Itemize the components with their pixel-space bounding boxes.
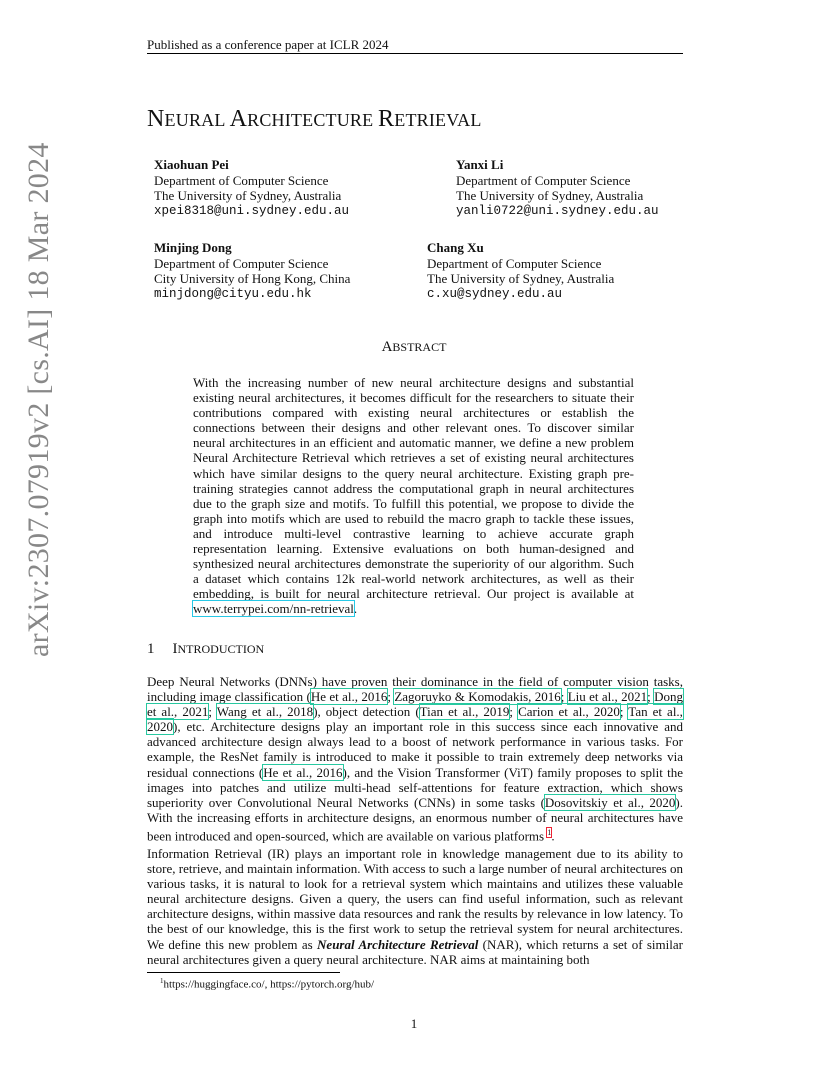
- citation[interactable]: He et al., 2016: [310, 689, 388, 705]
- abstract-heading: ABSTRACT: [381, 339, 447, 355]
- author-affiliation: The University of Sydney, Australia: [154, 188, 342, 203]
- project-link[interactable]: www.terrypei.com/nn-retrieval: [193, 601, 354, 617]
- abstract-tail: .: [353, 601, 358, 617]
- citation[interactable]: He et al., 2016: [263, 764, 343, 780]
- author-name: Minjing Dong: [154, 240, 232, 255]
- author-affiliation: The University of Sydney, Australia: [427, 271, 615, 286]
- author-block-1: [154, 157, 349, 219]
- paper-title: NEURAL ARCHITECTURE RETRIEVAL: [147, 106, 482, 132]
- header-rule: [147, 53, 683, 54]
- author-email[interactable]: minjdong@cityu.edu.hk: [154, 286, 312, 301]
- citation[interactable]: Dong et al., 2021: [147, 689, 683, 720]
- author-affiliation: City University of Hong Kong, China: [154, 271, 351, 286]
- citation[interactable]: Carion et al., 2020: [518, 704, 620, 720]
- footnote-ref[interactable]: 1: [547, 827, 552, 837]
- running-header: Published as a conference paper at ICLR 2024: [147, 37, 389, 52]
- author-affiliation: The University of Sydney, Australia: [456, 188, 644, 203]
- intro-paragraph-2: Information Retrieval (IR) plays an important role in knowledge management due to its ability to store, retrieve, and maintain information. With access to such a large number of neural architectures on various tasks, it is natural to look for a retrieval system which maintains and utilizes these valuable neural architecture designs. Given a query, the users can find useful information, such as relevant architecture designs, within massive data resources and rank the results by relevance in low latency. To the best of our knowledge, this is the first work to setup the retrieval system for neural architectures. We define this new problem as Neural Architecture Retrieval (NAR), which returns a set of similar neural architectures given a query neural architecture. NAR aims at maintaining both: [147, 846, 683, 967]
- footnote: [160, 977, 374, 991]
- citation[interactable]: Liu et al., 2021: [567, 689, 648, 705]
- author-email[interactable]: xpei8318@uni.sydney.edu.au: [154, 203, 350, 218]
- citation[interactable]: Tian et al., 2019: [419, 704, 510, 720]
- footnote-mark: 1: [160, 977, 164, 985]
- section-heading-introduction: 1 INTRODUCTION: [147, 641, 265, 657]
- author-name: Yanxi Li: [456, 157, 504, 172]
- arxiv-side-stamp: arXiv:2307.07919v2 [cs.AI] 18 Mar 2024: [22, 142, 55, 657]
- page-number: 1: [410, 1016, 418, 1031]
- author-block-3: [154, 240, 350, 302]
- intro-paragraph-1: Deep Neural Networks (DNNs) have proven their dominance in the field of computer vision tasks, including image classification (He et al., 2016; Zagoruyko & Komodakis, 2016; Liu et al., 2021; Dong et al., 2021; Wang et al., 2018), object detection (Tian et al., 2019; Carion et al., 2020; Tan et al., 2020), etc. Architecture designs play an important role in this success since each innovative and advanced architecture design always lead to a boost of network performance in various tasks. For example, the ResNet family is introduced to make it possible to train extremely deep networks via residual connections (He et al., 2016), and the Vision Transformer (ViT) family proposes to split the images into patches and utilize multi-head self-attentions for feature extraction, which shows superiority over Convolutional Neural Networks (CNNs) in some tasks (Dosovitskiy et al., 2020). With the increasing efforts in architecture designs, an enormous number of neural architectures have been introduced and open-sourced, which are available on various platforms $^1$.: [147, 674, 683, 844]
- author-dept: Department of Computer Science: [427, 255, 602, 271]
- author-block-4: [427, 240, 614, 302]
- author-dept: Department of Computer Science: [154, 172, 329, 188]
- author-name: Chang Xu: [427, 240, 484, 255]
- footnote-text[interactable]: https://huggingface.co/, https://pytorch.org/hub/: [163, 978, 375, 991]
- author-email[interactable]: c.xu@sydney.edu.au: [427, 286, 563, 301]
- citation[interactable]: Dosovitskiy et al., 2020: [544, 794, 676, 810]
- citation[interactable]: Zagoruyko & Komodakis, 2016: [394, 689, 561, 705]
- citation[interactable]: Wang et al., 2018: [216, 704, 314, 720]
- author-dept: Department of Computer Science: [456, 172, 631, 188]
- author-name: Xiaohuan Pei: [154, 157, 229, 172]
- abstract-text: [193, 375, 634, 617]
- author-dept: Department of Computer Science: [154, 255, 329, 271]
- footnote-rule: [147, 972, 340, 973]
- abstract-body: With the increasing number of new neural architecture designs and substantial existing neural architectures, it becomes difficult for the researchers to situate their contributions compared with existing neural architectures or establish the connections between their designs and other relevant ones. To discover similar neural architectures in an efficient and automatic manner, we define a new problem Neural Architecture Retrieval which retrieves a set of existing neural architectures which have similar designs to the query neural architecture. Existing graph pre-training strategies cannot address the computational graph in neural architectures due to the graph size and motifs. To fulfill this potential, we propose to divide the graph into motifs which are used to rebuild the macro graph to tackle these issues, and introduce multi-level contrastive learning to achieve accurate graph representation learning. Extensive evaluations on both human-designed and synthesized neural architectures demonstrate the superiority of our algorithm. Such a dataset which contains 12k real-world network architectures, as well as their embedding, is built for neural architecture retrieval. Our project is available at: [193, 375, 634, 602]
- author-block-2: [456, 157, 659, 219]
- citation[interactable]: Tan et al., 2020: [147, 704, 683, 735]
- author-email[interactable]: yanli0722@uni.sydney.edu.au: [456, 203, 659, 218]
